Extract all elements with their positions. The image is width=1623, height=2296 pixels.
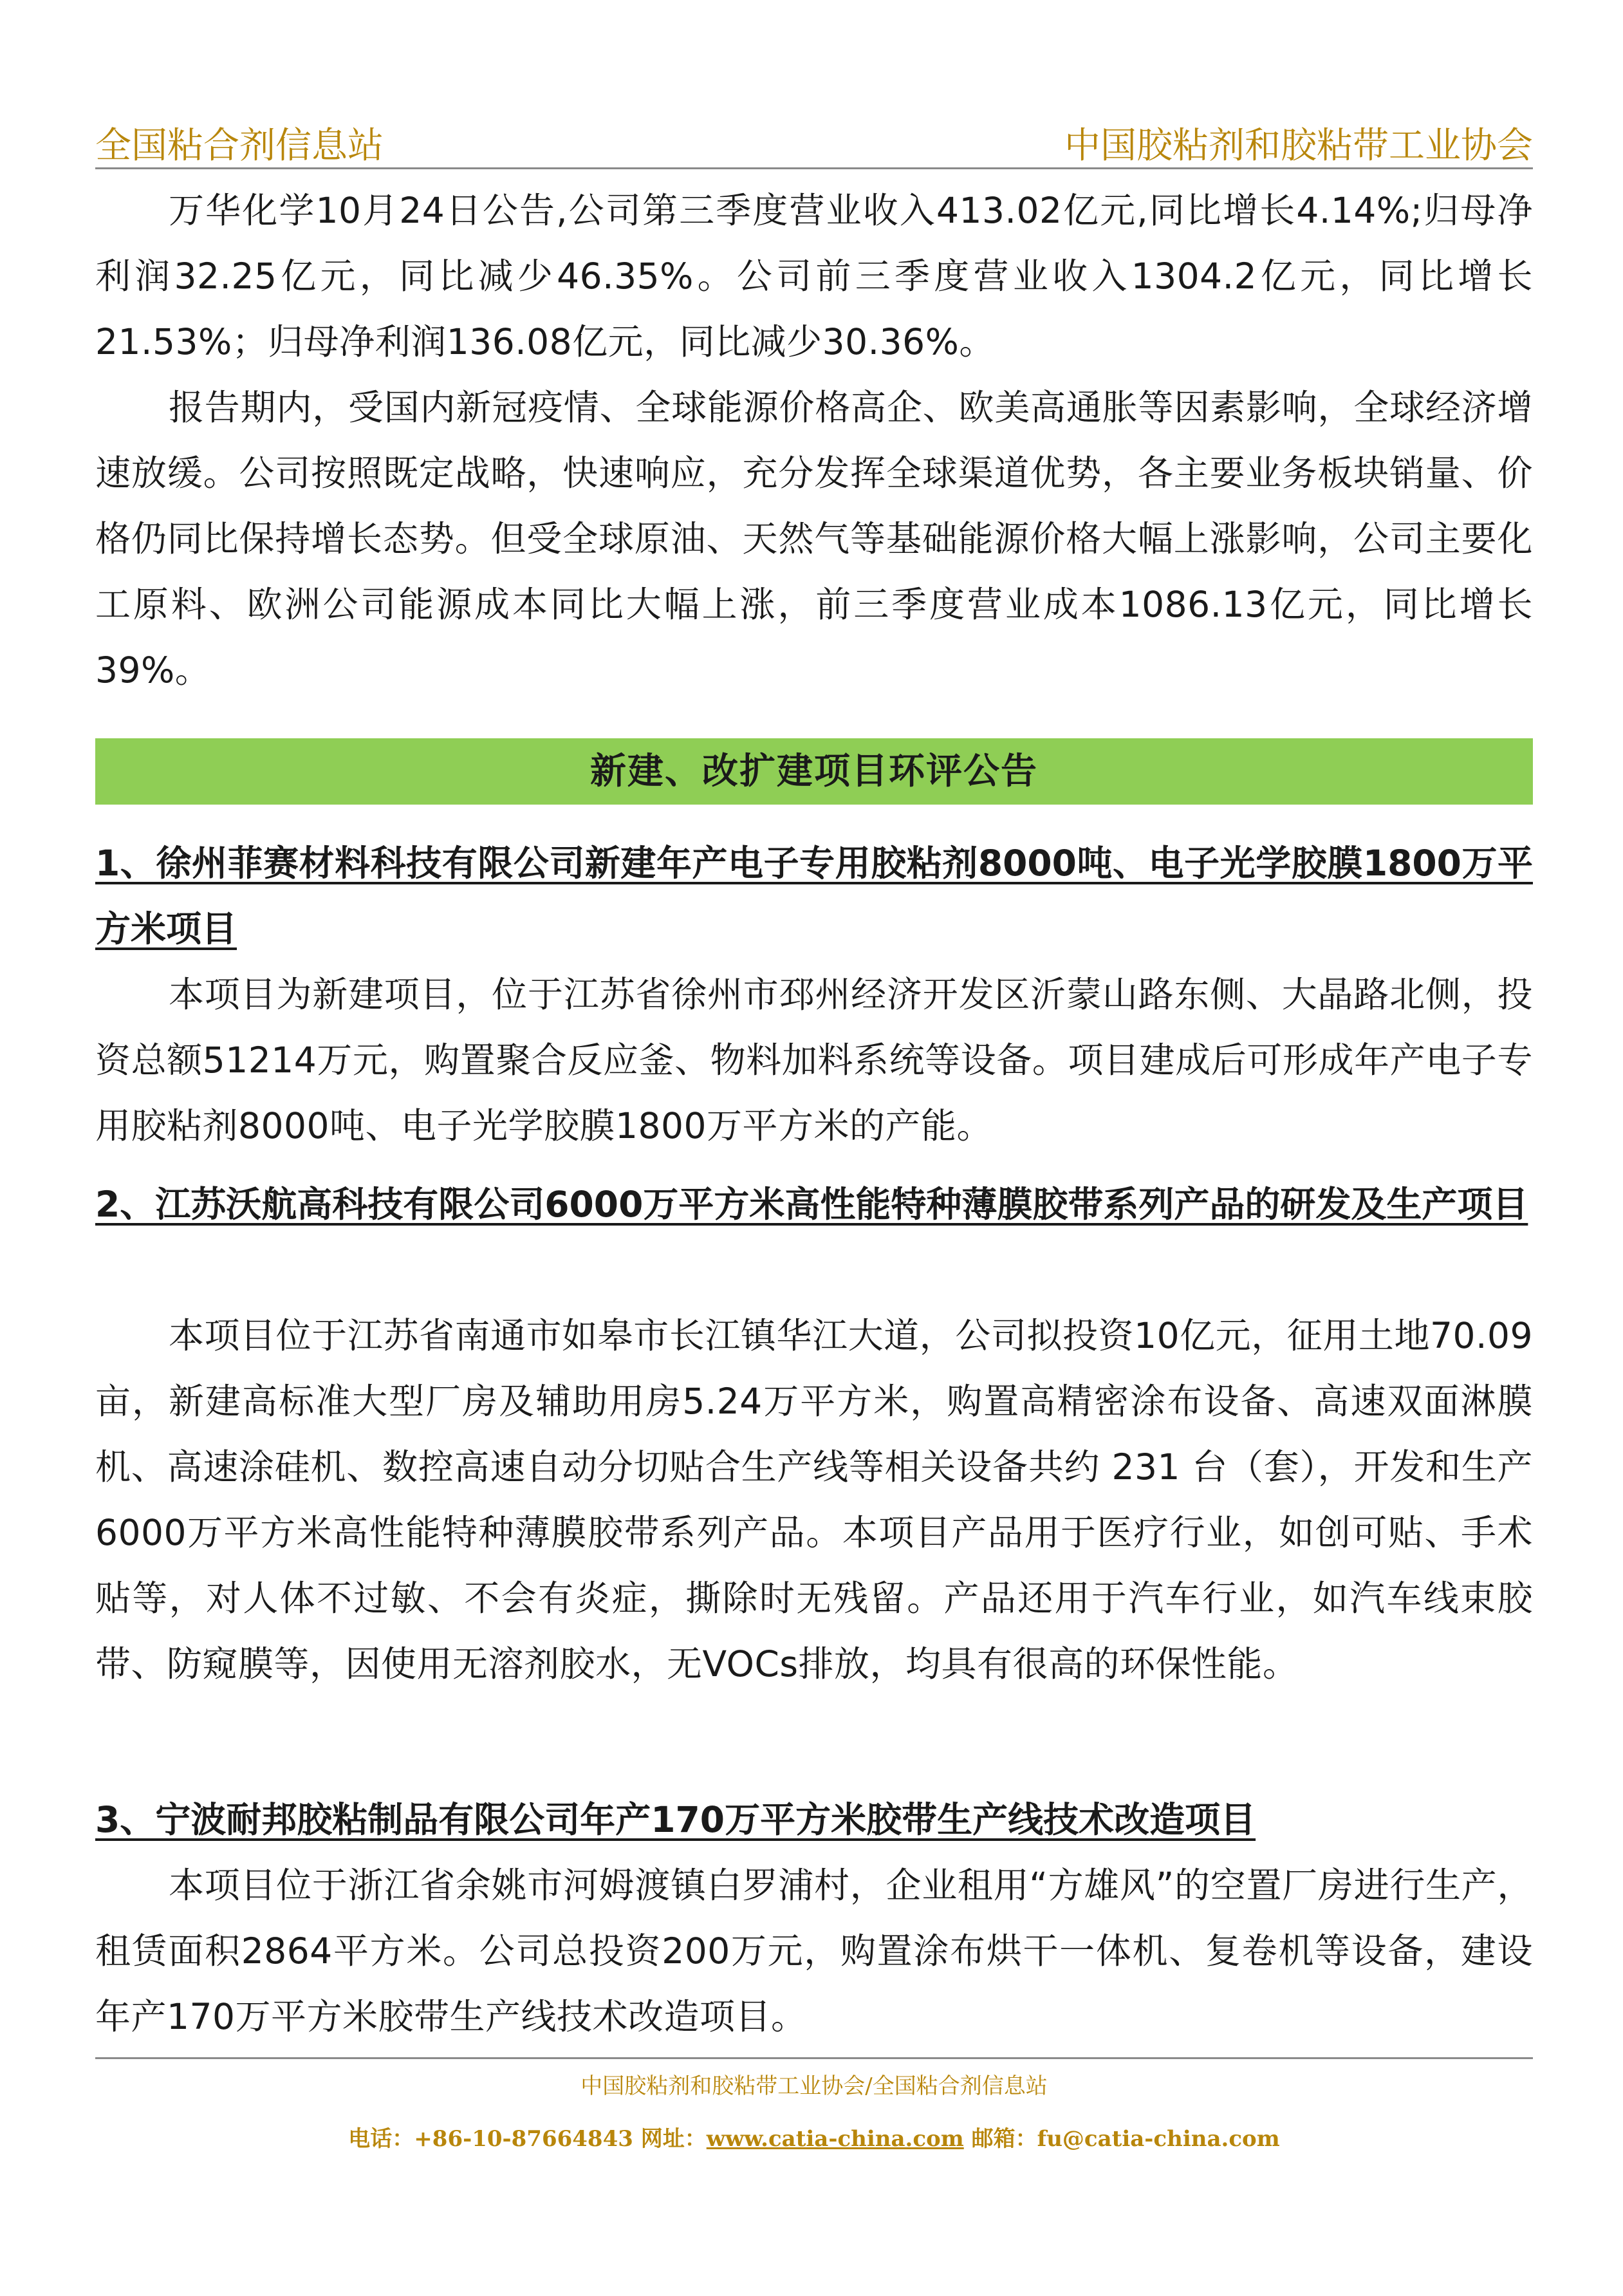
project-3-title: 3、宁波耐邦胶粘制品有限公司年产170万平方米胶带生产线技术改造项目 bbox=[95, 1799, 1256, 1840]
section-title: 新建、改扩建项目环评公告 bbox=[590, 751, 1038, 792]
project-1-title: 1、徐州菲赛材料科技有限公司新建年产电子专用胶粘剂8000吨、电子光学胶膜1800万平方米项目 bbox=[95, 843, 1533, 949]
footer-email-label: 邮箱： bbox=[963, 2126, 1037, 2152]
footer-contact bbox=[95, 2121, 1533, 2152]
page-footer bbox=[95, 2057, 1533, 2152]
section-banner bbox=[95, 738, 1533, 805]
footer-organization: 中国胶粘剂和胶粘带工业协会/全国粘合剂信息站 bbox=[580, 2073, 1048, 2099]
footer-website-link[interactable]: www.catia-china.com bbox=[706, 2126, 964, 2152]
project-1-body: 本项目为新建项目，位于江苏省徐州市邳州经济开发区沂蒙山路东侧、大晶路北侧，投资总额51214万元，购置聚合反应釜、物料加料系统等设备。项目建成后可形成年产电子专用胶粘剂8000吨、电子光学胶膜1800万平方米的产能。 bbox=[95, 974, 1533, 1146]
header-association-name: 中国胶粘剂和胶粘带工业协会 bbox=[1064, 125, 1533, 167]
footer-phone-label: 电话：+86-10-87664843 网址： bbox=[348, 2126, 707, 2152]
project-2-body: 本项目位于江苏省南通市如皋市长江镇华江大道，公司拟投资10亿元，征用土地70.09亩，新建高标准大型厂房及辅助用房5.24万平方米，购置高精密涂布设备、高速双面淋膜机、高速涂硅机、数控高速自动分切贴合生产线等相关设备共约 231 台（套），开发和生产6000万平方米高性能特种薄膜胶带系列产品。本项目产品用于医疗行业，如创可贴、手术贴等，对人体不过敏、不会有炎症，撕除时无残留。产品还用于汽车行业，如汽车线束胶带、防窥膜等，因使用无溶剂胶水，无VOCs排放，均具有很高的环保性能。 bbox=[95, 1315, 1533, 1685]
footer-email[interactable]: fu@catia-china.com bbox=[1037, 2126, 1280, 2152]
document-page bbox=[95, 0, 1533, 2296]
intro-paragraph-2: 报告期内，受国内新冠疫情、全球能源价格高企、欧美高通胀等因素影响，全球经济增速放缓。公司按照既定战略，快速响应，充分发挥全球渠道优势，各主要业务板块销量、价格仍同比保持增长态势。但受全球原油、天然气等基础能源价格大幅上涨影响，公司主要化工原料、欧洲公司能源成本同比大幅上涨，前三季度营业成本1086.13亿元，同比增长39%。 bbox=[95, 387, 1533, 691]
page-header bbox=[95, 108, 1533, 169]
header-site-name: 全国粘合剂信息站 bbox=[95, 125, 384, 167]
project-2-title: 2、江苏沃航高科技有限公司6000万平方米高性能特种薄膜胶带系列产品的研发及生产项目 bbox=[95, 1184, 1528, 1225]
intro-paragraph-1: 万华化学10月24日公告,公司第三季度营业收入413.02亿元,同比增长4.14%;归母净利润32.25亿元，同比减少46.35%。公司前三季度营业收入1304.2亿元，同比增长21.53%；归母净利润136.08亿元，同比减少30.36%。 bbox=[95, 190, 1533, 362]
project-3-body: 本项目位于浙江省余姚市河姆渡镇白罗浦村，企业租用“方雄风”的空置厂房进行生产，租赁面积2864平方米。公司总投资200万元，购置涂布烘干一体机、复卷机等设备，建设年产170万平方米胶带生产线技术改造项目。 bbox=[95, 1865, 1533, 2037]
